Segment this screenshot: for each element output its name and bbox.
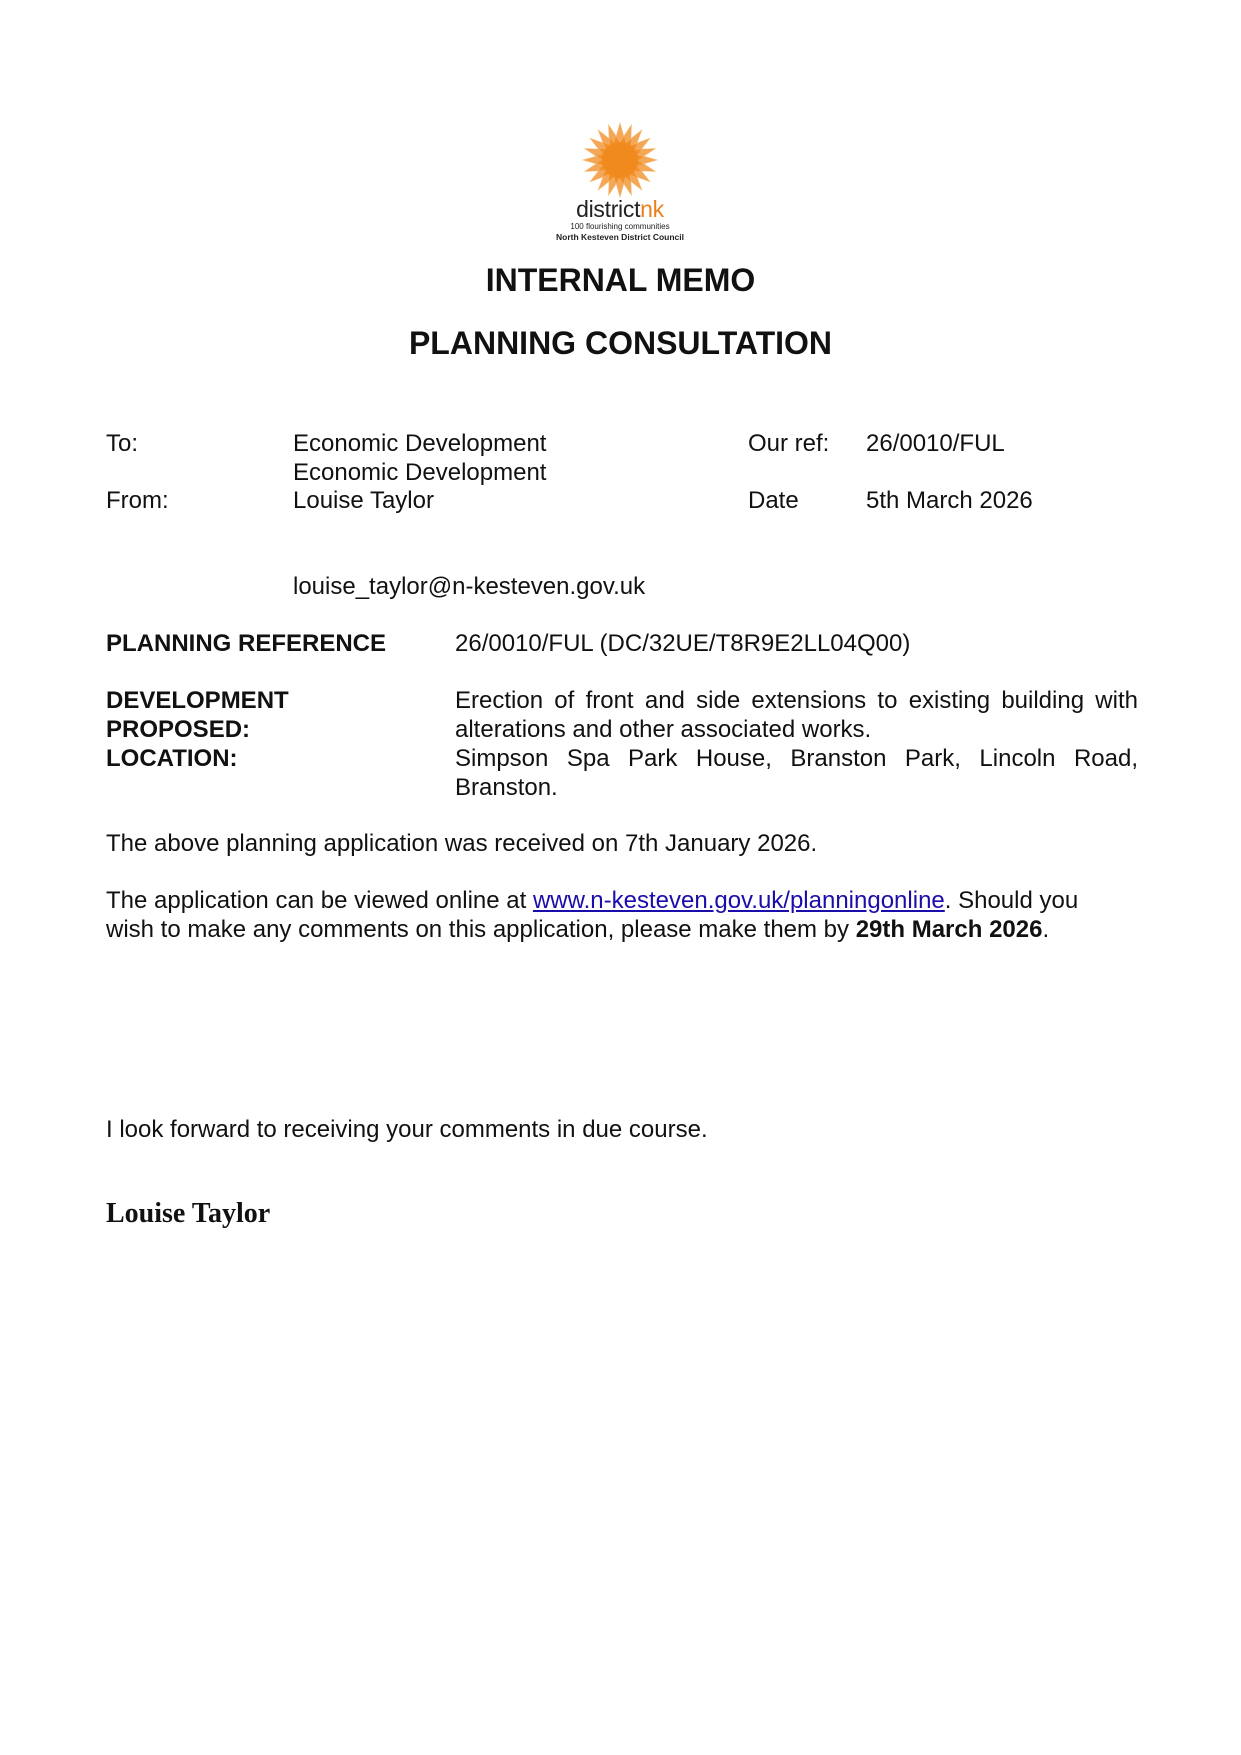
logo-council-name: North Kesteven District Council bbox=[556, 232, 684, 242]
development-label-line1: DEVELOPMENT bbox=[106, 687, 289, 714]
view-online-suffix: . Should you bbox=[944, 887, 1079, 914]
from-label: From: bbox=[106, 487, 169, 514]
planning-ref-label: PLANNING REFERENCE bbox=[106, 630, 387, 657]
view-online-prefix: The application can be viewed online at bbox=[106, 887, 533, 914]
memo-subtitle: PLANNING CONSULTATION bbox=[408, 325, 833, 361]
view-online-paragraph-line1 bbox=[106, 886, 1078, 915]
location-value: Simpson Spa Park House, Branston Park, Lincoln Road, Branston. bbox=[455, 745, 1138, 801]
date-label: Date bbox=[748, 487, 799, 514]
logo-wordmark: districtnk bbox=[576, 196, 664, 222]
council-logo bbox=[540, 122, 700, 242]
comment-suffix: . bbox=[1042, 916, 1050, 943]
to-recipient-2: Economic Development bbox=[293, 459, 547, 486]
comment-deadline: 29th March 2026 bbox=[855, 916, 1043, 943]
ref-label: Our ref: bbox=[748, 430, 830, 457]
ref-value: 26/0010/FUL bbox=[866, 430, 1005, 457]
comment-deadline-paragraph bbox=[106, 915, 1049, 944]
comment-prefix: wish to make any comments on this application, please make them by bbox=[106, 916, 856, 943]
received-paragraph: The above planning application was received on 7th January 2026. bbox=[106, 830, 818, 857]
closing-line: I look forward to receiving your comments in due course. bbox=[106, 1116, 708, 1143]
from-value: Louise Taylor bbox=[293, 487, 434, 514]
date-value: 5th March 2026 bbox=[866, 487, 1033, 514]
memo-title: INTERNAL MEMO bbox=[485, 262, 756, 298]
planning-online-link[interactable]: www.n-kesteven.gov.uk/planningonline bbox=[532, 887, 945, 914]
planning-ref-value: 26/0010/FUL (DC/32UE/T8R9E2LL04Q00) bbox=[455, 630, 911, 657]
development-value: Erection of front and side extensions to existing building with alterations and other associated works. bbox=[455, 687, 1138, 743]
to-label: To: bbox=[106, 430, 139, 457]
sender-email: louise_taylor@n-kesteven.gov.uk bbox=[293, 573, 646, 600]
logo-tagline: 100 flourishing communities bbox=[570, 222, 670, 231]
development-label-line2: PROPOSED: bbox=[106, 716, 251, 743]
sun-logo-icon bbox=[575, 122, 665, 200]
location-label: LOCATION: bbox=[106, 745, 238, 772]
signature: Louise Taylor bbox=[106, 1198, 271, 1229]
to-recipient-1: Economic Development bbox=[293, 430, 547, 457]
